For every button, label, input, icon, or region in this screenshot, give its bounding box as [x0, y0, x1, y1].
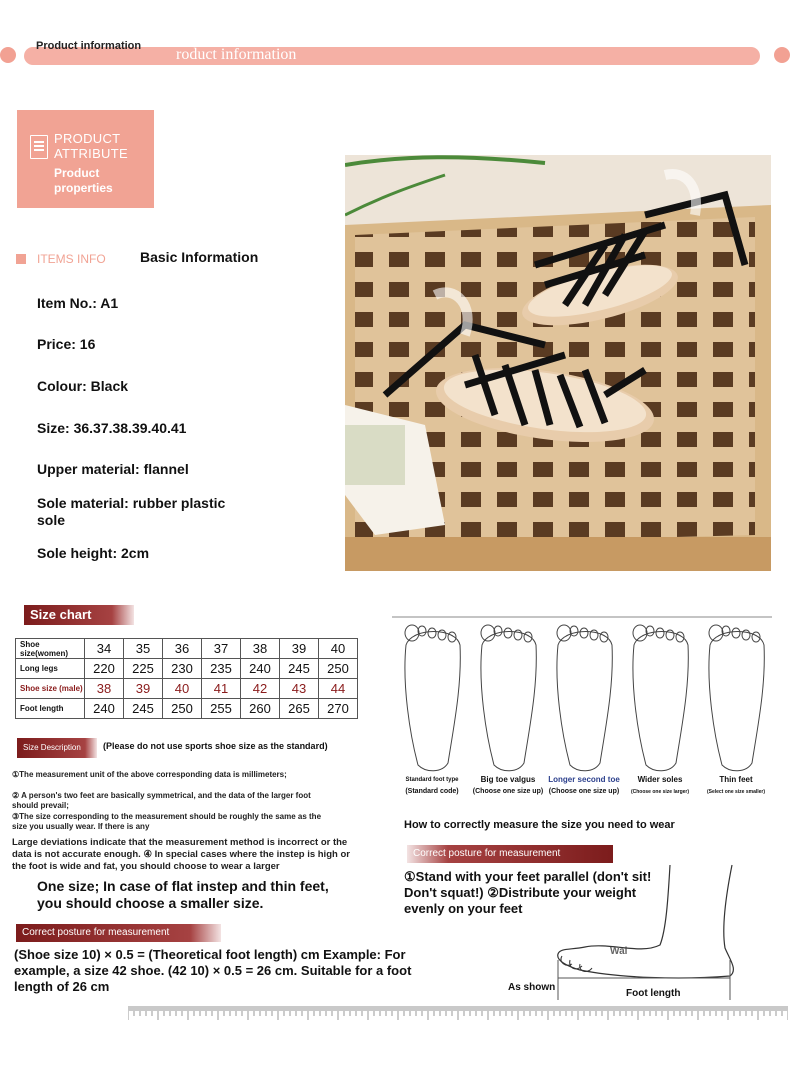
size-chart-cell: 39: [280, 639, 319, 659]
size-chart-cell: 34: [85, 639, 124, 659]
foot-length-label: Foot length: [626, 988, 681, 999]
size-chart-row-label: Shoe size (male): [16, 679, 85, 699]
size-note-4: Large deviations indicate that the measurement method is incorrect or the data is not accurate enough. ④ In special cases where the instep is high or the foot is wide and fat, you should choose to wear a larger: [12, 837, 350, 872]
toe-outline: [633, 625, 647, 641]
items-info-label: ITEMS INFO: [37, 252, 106, 266]
size-note-3: ③The size corresponding to the measurement should be roughly the same as the size you usually wear. If there is any: [12, 812, 322, 831]
colour: Colour: Black: [37, 378, 129, 394]
measure-instructions: ①Stand with your feet parallel (don't sit! Don't squat!) ②Distribute your weight evenly on your feet: [404, 869, 652, 916]
size-chart-table: [15, 638, 358, 719]
size-chart-cell: 225: [124, 659, 163, 679]
header-dot-right: [774, 47, 790, 63]
toe-outline: [580, 628, 588, 638]
toe-outline: [438, 630, 446, 640]
size-chart-row-label: Foot length: [16, 699, 85, 719]
size-chart-row: [16, 699, 358, 719]
basic-information-heading: Basic Information: [140, 249, 259, 265]
measuring-ruler: [128, 1006, 788, 1020]
foot-type-label: [691, 774, 781, 798]
size-chart-row: [16, 679, 358, 699]
attribute-sub1: Product: [54, 166, 100, 180]
size-chart-cell: 44: [319, 679, 358, 699]
foot-outline: [405, 632, 460, 771]
attribute-title: [54, 131, 128, 161]
as-shown-label: As shown: [508, 982, 556, 993]
size-note-1: ①The measurement unit of the above corresponding data is millimeters;: [12, 770, 287, 779]
foot-type-advice: (Choose one size up): [472, 788, 544, 795]
foot-outline: [557, 632, 612, 771]
size-chart-cell: 42: [241, 679, 280, 699]
size-chart-cell: 43: [280, 679, 319, 699]
size-chart-cell: 240: [241, 659, 280, 679]
size-chart-cell: 38: [85, 679, 124, 699]
toe-outline: [590, 630, 598, 640]
toe-outline: [742, 630, 750, 640]
size-list: Size: 36.37.38.39.40.41: [37, 420, 187, 436]
size-chart-cell: 40: [163, 679, 202, 699]
size-chart-cell: 220: [85, 659, 124, 679]
header-dot-left: [0, 47, 16, 63]
foot-outline: [633, 632, 688, 771]
foot-type-advice: (Select one size smaller): [706, 789, 766, 795]
upper-material: Upper material: flannel: [37, 461, 189, 477]
size-description-heading: Size Description: [17, 738, 97, 758]
posture-heading-right: Correct posture for measurement: [407, 845, 613, 863]
size-chart-cell: 260: [241, 699, 280, 719]
toe-outline: [514, 630, 522, 640]
header-title: Product information: [36, 40, 142, 52]
posture-heading-left: Correct posture for measurement: [16, 924, 221, 942]
foot-type-name: Standard foot type: [405, 777, 459, 783]
size-chart-cell: 39: [124, 679, 163, 699]
size-chart-cell: 235: [202, 659, 241, 679]
toe-outline: [504, 628, 512, 638]
size-chart-cell: 38: [241, 639, 280, 659]
size-chart-row: [16, 639, 358, 659]
size-chart-row-label: Shoe size(women): [16, 639, 85, 659]
foot-type-advice: (Standard code): [405, 788, 459, 795]
foot-outline: [481, 632, 536, 771]
size-chart-cell: 245: [124, 699, 163, 719]
toe-outline: [405, 625, 419, 641]
items-info-marker: [16, 254, 26, 264]
size-chart-cell: 250: [163, 699, 202, 719]
size-formula: (Shoe size 10) × 0.5 = (Theoretical foot length) cm Example: For example, a size 42 shoe. (42 10) × 0.5 = 26 cm. Suitable for a foot length of 26 cm: [14, 947, 412, 994]
size-note-big: One size; In case of flat instep and thin feet, you should choose a smaller size.: [37, 878, 329, 911]
how-to-measure: How to correctly measure the size you need to wear: [404, 819, 675, 831]
attribute-sub2: properties: [54, 181, 113, 195]
size-chart-row-label: Long legs: [16, 659, 85, 679]
foot-type-name: Wider soles: [637, 775, 683, 784]
toe-outline: [656, 628, 664, 638]
size-chart-cell: 255: [202, 699, 241, 719]
size-chart-cell: 40: [319, 639, 358, 659]
toe-outline: [732, 628, 740, 638]
size-chart-cell: 250: [319, 659, 358, 679]
size-chart-row: [16, 659, 358, 679]
size-chart-cell: 36: [163, 639, 202, 659]
toe-outline: [709, 625, 723, 641]
size-chart-cell: 240: [85, 699, 124, 719]
foot-outline: [709, 632, 764, 771]
header-ghost-title: roduct information: [176, 46, 297, 63]
sole-material: Sole material: rubber plastic sole: [37, 495, 226, 528]
foot-type-name: Longer second toe: [548, 775, 620, 784]
foot-type-name: Big toe valgus: [480, 775, 536, 784]
toe-outline: [666, 630, 674, 640]
size-chart-cell: 41: [202, 679, 241, 699]
size-chart-cell: 245: [280, 659, 319, 679]
size-chart-cell: 230: [163, 659, 202, 679]
wai-label: Wai: [610, 946, 628, 957]
size-description-note: (Please do not use sports shoe size as the standard): [103, 741, 328, 751]
size-chart-cell: 265: [280, 699, 319, 719]
attribute-line1: PRODUCT: [54, 131, 121, 146]
attribute-line2: ATTRIBUTE: [54, 146, 128, 161]
size-chart-heading: Size chart: [24, 605, 134, 625]
foot-type-advice: (Choose one size up): [548, 788, 620, 795]
toe-outline: [481, 625, 495, 641]
attribute-subtitle: [54, 166, 113, 196]
item-number: Item No.: A1: [37, 295, 119, 311]
foot-type-name: Thin feet: [719, 775, 753, 784]
size-chart-cell: 37: [202, 639, 241, 659]
document-icon: [30, 135, 48, 159]
size-chart-cell: 270: [319, 699, 358, 719]
toe-outline: [557, 625, 571, 641]
price: Price: 16: [37, 336, 96, 352]
toe-outline: [428, 628, 436, 638]
foot-type-advice: (Choose one size larger): [630, 789, 690, 795]
product-photo: [345, 155, 771, 571]
size-chart-cell: 35: [124, 639, 163, 659]
sole-height: Sole height: 2cm: [37, 545, 150, 561]
size-note-2: ② A person's two feet are basically symmetrical, and the data of the larger foot should prevail;: [12, 791, 311, 810]
